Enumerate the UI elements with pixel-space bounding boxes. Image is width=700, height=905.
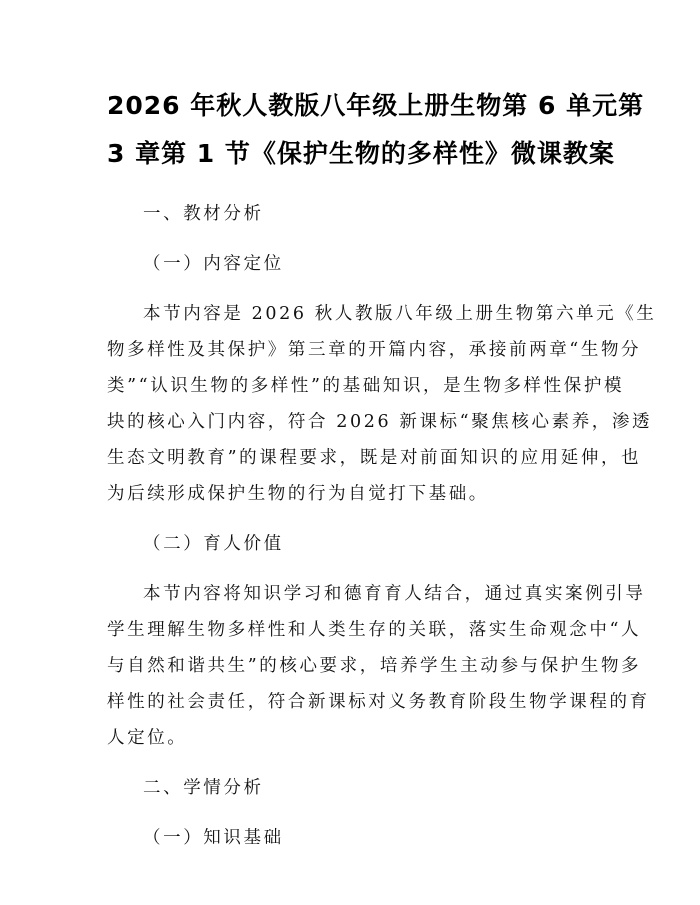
document-body	[107, 196, 657, 856]
paragraph-line: 人定位。	[107, 728, 188, 748]
paragraph-educational-value	[107, 576, 650, 756]
paragraph-line: 样性的社会责任，符合新课标对义务教育阶段生物学课程的育	[107, 692, 650, 712]
subsection-heading-content-positioning: （一）内容定位	[143, 254, 284, 274]
paragraph-line: 生态文明教育”的课程要求，既是对前面知识的应用延伸，也	[107, 448, 642, 468]
paragraph-content-positioning	[107, 296, 657, 512]
paragraph-line: 本节内容将知识学习和德育育人结合，通过真实案例引导	[143, 584, 646, 604]
title-line-2: 3 章第 1 节《保护生物的多样性》微课教案	[107, 139, 615, 168]
subsection-heading-educational-value: （二）育人价值	[143, 534, 284, 554]
paragraph-line: 为后续形成保护生物的行为自觉打下基础。	[107, 484, 489, 504]
section-heading-textbook-analysis: 一、教材分析	[143, 204, 264, 224]
paragraph-line: 类”“认识生物的多样性”的基础知识，是生物多样性保护模	[107, 376, 625, 396]
subsection-heading-knowledge-base: （一）知识基础	[143, 828, 284, 848]
document-title	[107, 82, 645, 178]
section-heading-learner-analysis: 二、学情分析	[143, 778, 264, 798]
paragraph-line: 与自然和谐共生”的核心要求，培养学生主动参与保护生物多	[107, 656, 642, 676]
paragraph-line: 块的核心入门内容，符合 2026 新课标“聚焦核心素养，渗透	[107, 412, 653, 432]
paragraph-line: 学生理解生物多样性和人类生存的关联，落实生命观念中“人	[107, 620, 642, 640]
title-line-1: 2026 年秋人教版八年级上册生物第 6 单元第	[107, 91, 645, 120]
paragraph-line: 物多样性及其保护》第三章的开篇内容，承接前两章“生物分	[107, 340, 642, 360]
paragraph-line: 本节内容是 2026 秋人教版八年级上册生物第六单元《生	[143, 304, 657, 324]
